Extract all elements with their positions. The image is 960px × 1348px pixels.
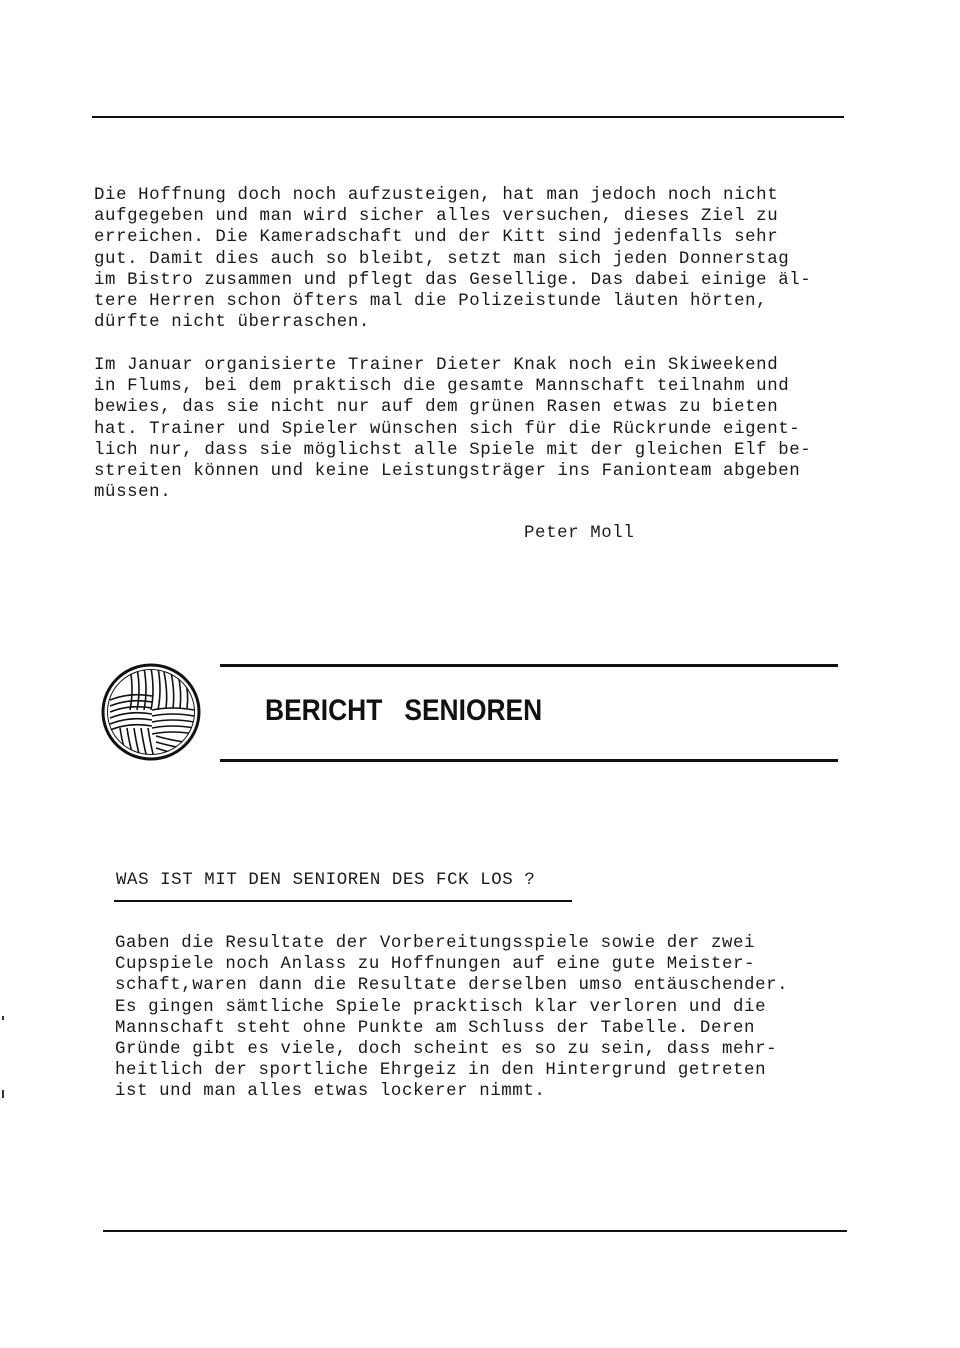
section-band-top <box>220 664 838 667</box>
margin-mark <box>2 1090 4 1098</box>
article-paragraph-3: Gaben die Resultate der Vorbereitungsspiele sowie der zwei Cupspiele noch Anlass zu Hoffnungen auf eine gute Meister- schaft,waren dann die Resultate derselben umso entäuschender. Es gingen sämtliche Spiele pracktisch klar verloren und die Mannschaft steht ohne Punkte am Schluss der Tabelle. Deren Gründe gibt es viele, doch scheint es so zu sein, dass mehr- heitlich der sportliche Ehrgeiz in den Hintergrund getreten ist und man alles etwas lockerer nimmt. <box>115 934 789 1102</box>
subheading-underline <box>114 900 572 902</box>
section-band-bottom <box>220 759 838 762</box>
margin-mark <box>2 1016 4 1020</box>
article-paragraph-2: Im Januar organisierte Trainer Dieter Knak noch ein Skiweekend in Flums, bei dem praktisch die gesamte Mannschaft teilnahm und bewies, das sie nicht nur auf dem grünen Rasen etwas zu bieten hat. Trainer und Spieler wünschen sich für die Rückrunde eigent- lich nur, dass sie möglichst alle Spiele mit der gleichen Elf be- streiten können und keine Leistungsträger ins Fanionteam abgeben müssen. <box>94 356 812 503</box>
football-icon <box>100 662 202 762</box>
article-subheading: WAS IST MIT DEN SENIOREN DES FCK LOS ? <box>116 871 536 890</box>
author-signature: Peter Moll <box>524 524 635 543</box>
article-paragraph-1: Die Hoffnung doch noch aufzusteigen, hat man jedoch noch nicht aufgegeben und man wird sicher alles versuchen, dieses Ziel zu erreichen. Die Kameradschaft und der Kitt sind jedenfalls sehr gut. Damit dies auch so bleibt, setzt man sich jeden Donnerstag im Bistro zusammen und pflegt das Gesellige. Das dabei einige äl- tere Herren schon öfters mal die Polizeistunde läuten hörten, dürfte nicht überraschen. <box>94 186 812 333</box>
top-divider <box>92 116 844 118</box>
bottom-divider <box>103 1230 847 1232</box>
section-title: BERICHT SENIOREN <box>265 694 543 727</box>
